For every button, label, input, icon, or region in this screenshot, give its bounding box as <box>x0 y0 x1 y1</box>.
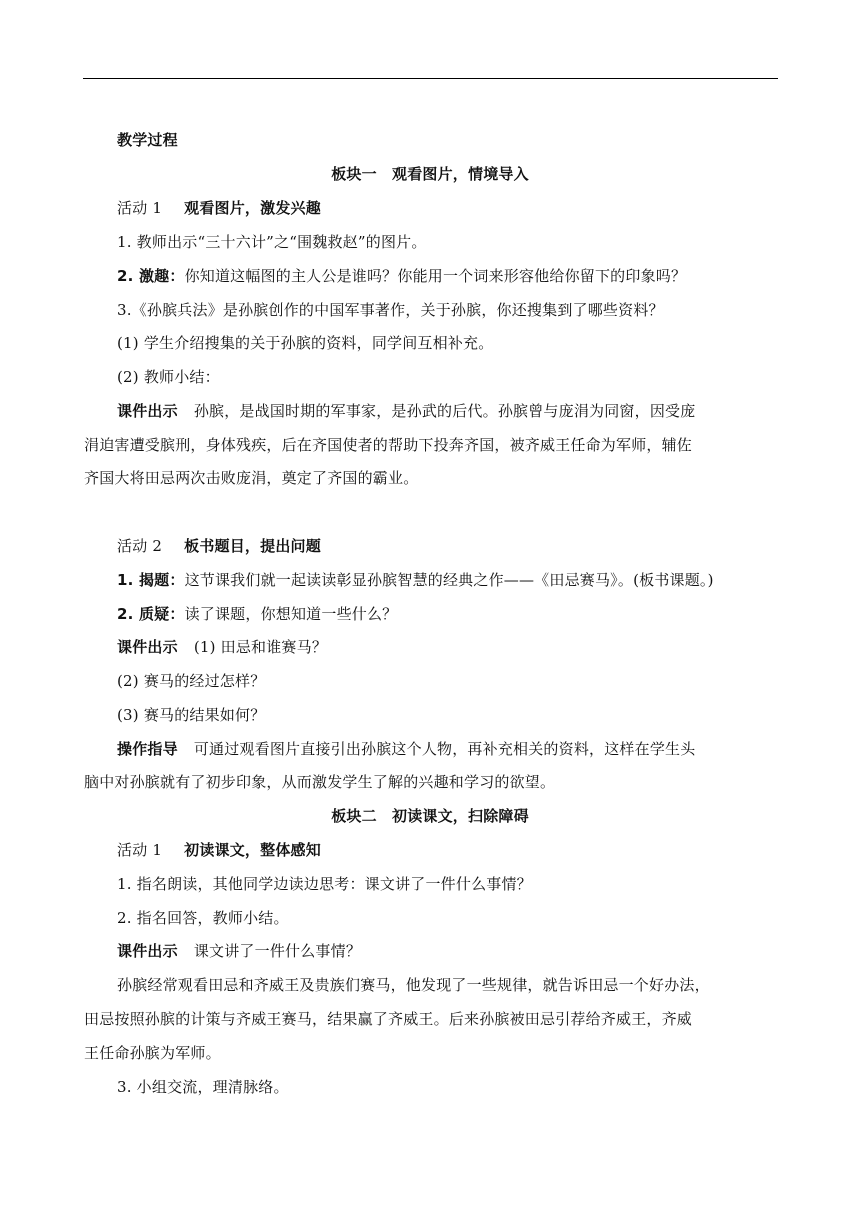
list-item: 1. 教师出示“三十六计”之“围魏救赵”的图片。 <box>117 233 427 251</box>
answer-text: 孙膑经常观看田忌和齐威王及贵族们赛马，他发现了一些规律，就告诉田忌一个好办法， <box>117 976 710 994</box>
question-item: (3) 赛马的结果如何？ <box>117 706 266 724</box>
list-item: 3. 小组交流，理清脉络。 <box>117 1078 289 1096</box>
courseware-text: 孙膑，是战国时期的军事家，是孙武的后代。孙膑曾与庞涓为同窗，因受庞 <box>193 402 696 420</box>
activity-label: 活动 1 <box>117 841 163 859</box>
list-item <box>117 570 714 590</box>
item-label: 2. 激趣： <box>117 267 185 285</box>
sub-item: (1) 学生介绍搜集的关于孙膑的资料，同学间互相补充。 <box>117 334 494 352</box>
question-item: (1) 田忌和谁赛马？ <box>193 638 328 656</box>
question-item: (2) 赛马的经过怎样？ <box>117 672 266 690</box>
item-label: 2. 质疑： <box>117 605 185 623</box>
list-item <box>117 604 397 624</box>
guide-label: 操作指导 <box>117 740 178 758</box>
activity1-heading <box>117 198 321 218</box>
block2-title: 板块二 初读课文，扫除障碍 <box>331 807 529 825</box>
list-item: 2. 指名回答，教师小结。 <box>117 909 289 927</box>
section-heading: 教学过程 <box>117 131 178 149</box>
courseware-block <box>117 401 695 421</box>
list-item <box>117 266 686 286</box>
courseware-block <box>117 637 327 657</box>
courseware-label: 课件出示 <box>117 638 178 656</box>
activity2-heading <box>117 536 321 556</box>
courseware-text: 齐国大将田忌两次击败庞涓，奠定了齐国的霸业。 <box>84 469 419 487</box>
courseware-text: 涓迫害遭受膑刑，身体残疾，后在齐国使者的帮助下投奔齐国，被齐威王任命为军师，辅佐 <box>84 436 693 454</box>
guide-block <box>117 739 695 759</box>
item-text: 你知道这幅图的主人公是谁吗？你能用一个词来形容他给你留下的印象吗？ <box>184 267 687 285</box>
activity1-heading <box>117 840 321 860</box>
activity-title: 观看图片，激发兴趣 <box>184 199 321 217</box>
item-text: 读了课题，你想知道一些什么？ <box>184 605 398 623</box>
item-label: 1. 揭题： <box>117 571 185 589</box>
answer-text: 王任命孙膑为军师。 <box>84 1044 221 1062</box>
courseware-label: 课件出示 <box>117 402 178 420</box>
header-rule <box>83 78 778 79</box>
block1-title: 板块一 观看图片，情境导入 <box>331 165 529 183</box>
courseware-label: 课件出示 <box>117 942 178 960</box>
list-item: 3.《孙膑兵法》是孙膑创作的中国军事著作，关于孙膑，你还搜集到了哪些资料？ <box>117 301 664 319</box>
list-item: 1. 指名朗读，其他同学边读边思考：课文讲了一件什么事情？ <box>117 875 532 893</box>
courseware-text: 课文讲了一件什么事情？ <box>193 942 362 960</box>
answer-text: 田忌按照孙膑的计策与齐威王赛马，结果赢了齐威王。后来孙膑被田忌引荐给齐威王，齐威 <box>84 1010 693 1028</box>
activity-label: 活动 1 <box>117 199 163 217</box>
guide-text: 脑中对孙膑就有了初步印象，从而激发学生了解的兴趣和学习的欲望。 <box>84 773 556 791</box>
item-text: 这节课我们就一起读读彰显孙膑智慧的经典之作——《田忌赛马》。(板书课题。) <box>184 571 714 589</box>
activity-title: 初读课文，整体感知 <box>184 841 321 859</box>
activity-label: 活动 2 <box>117 537 163 555</box>
guide-text: 可通过观看图片直接引出孙膑这个人物，再补充相关的资料，这样在学生头 <box>193 740 696 758</box>
sub-item: (2) 教师小结： <box>117 368 220 386</box>
activity-title: 板书题目，提出问题 <box>184 537 321 555</box>
courseware-block <box>117 941 361 961</box>
